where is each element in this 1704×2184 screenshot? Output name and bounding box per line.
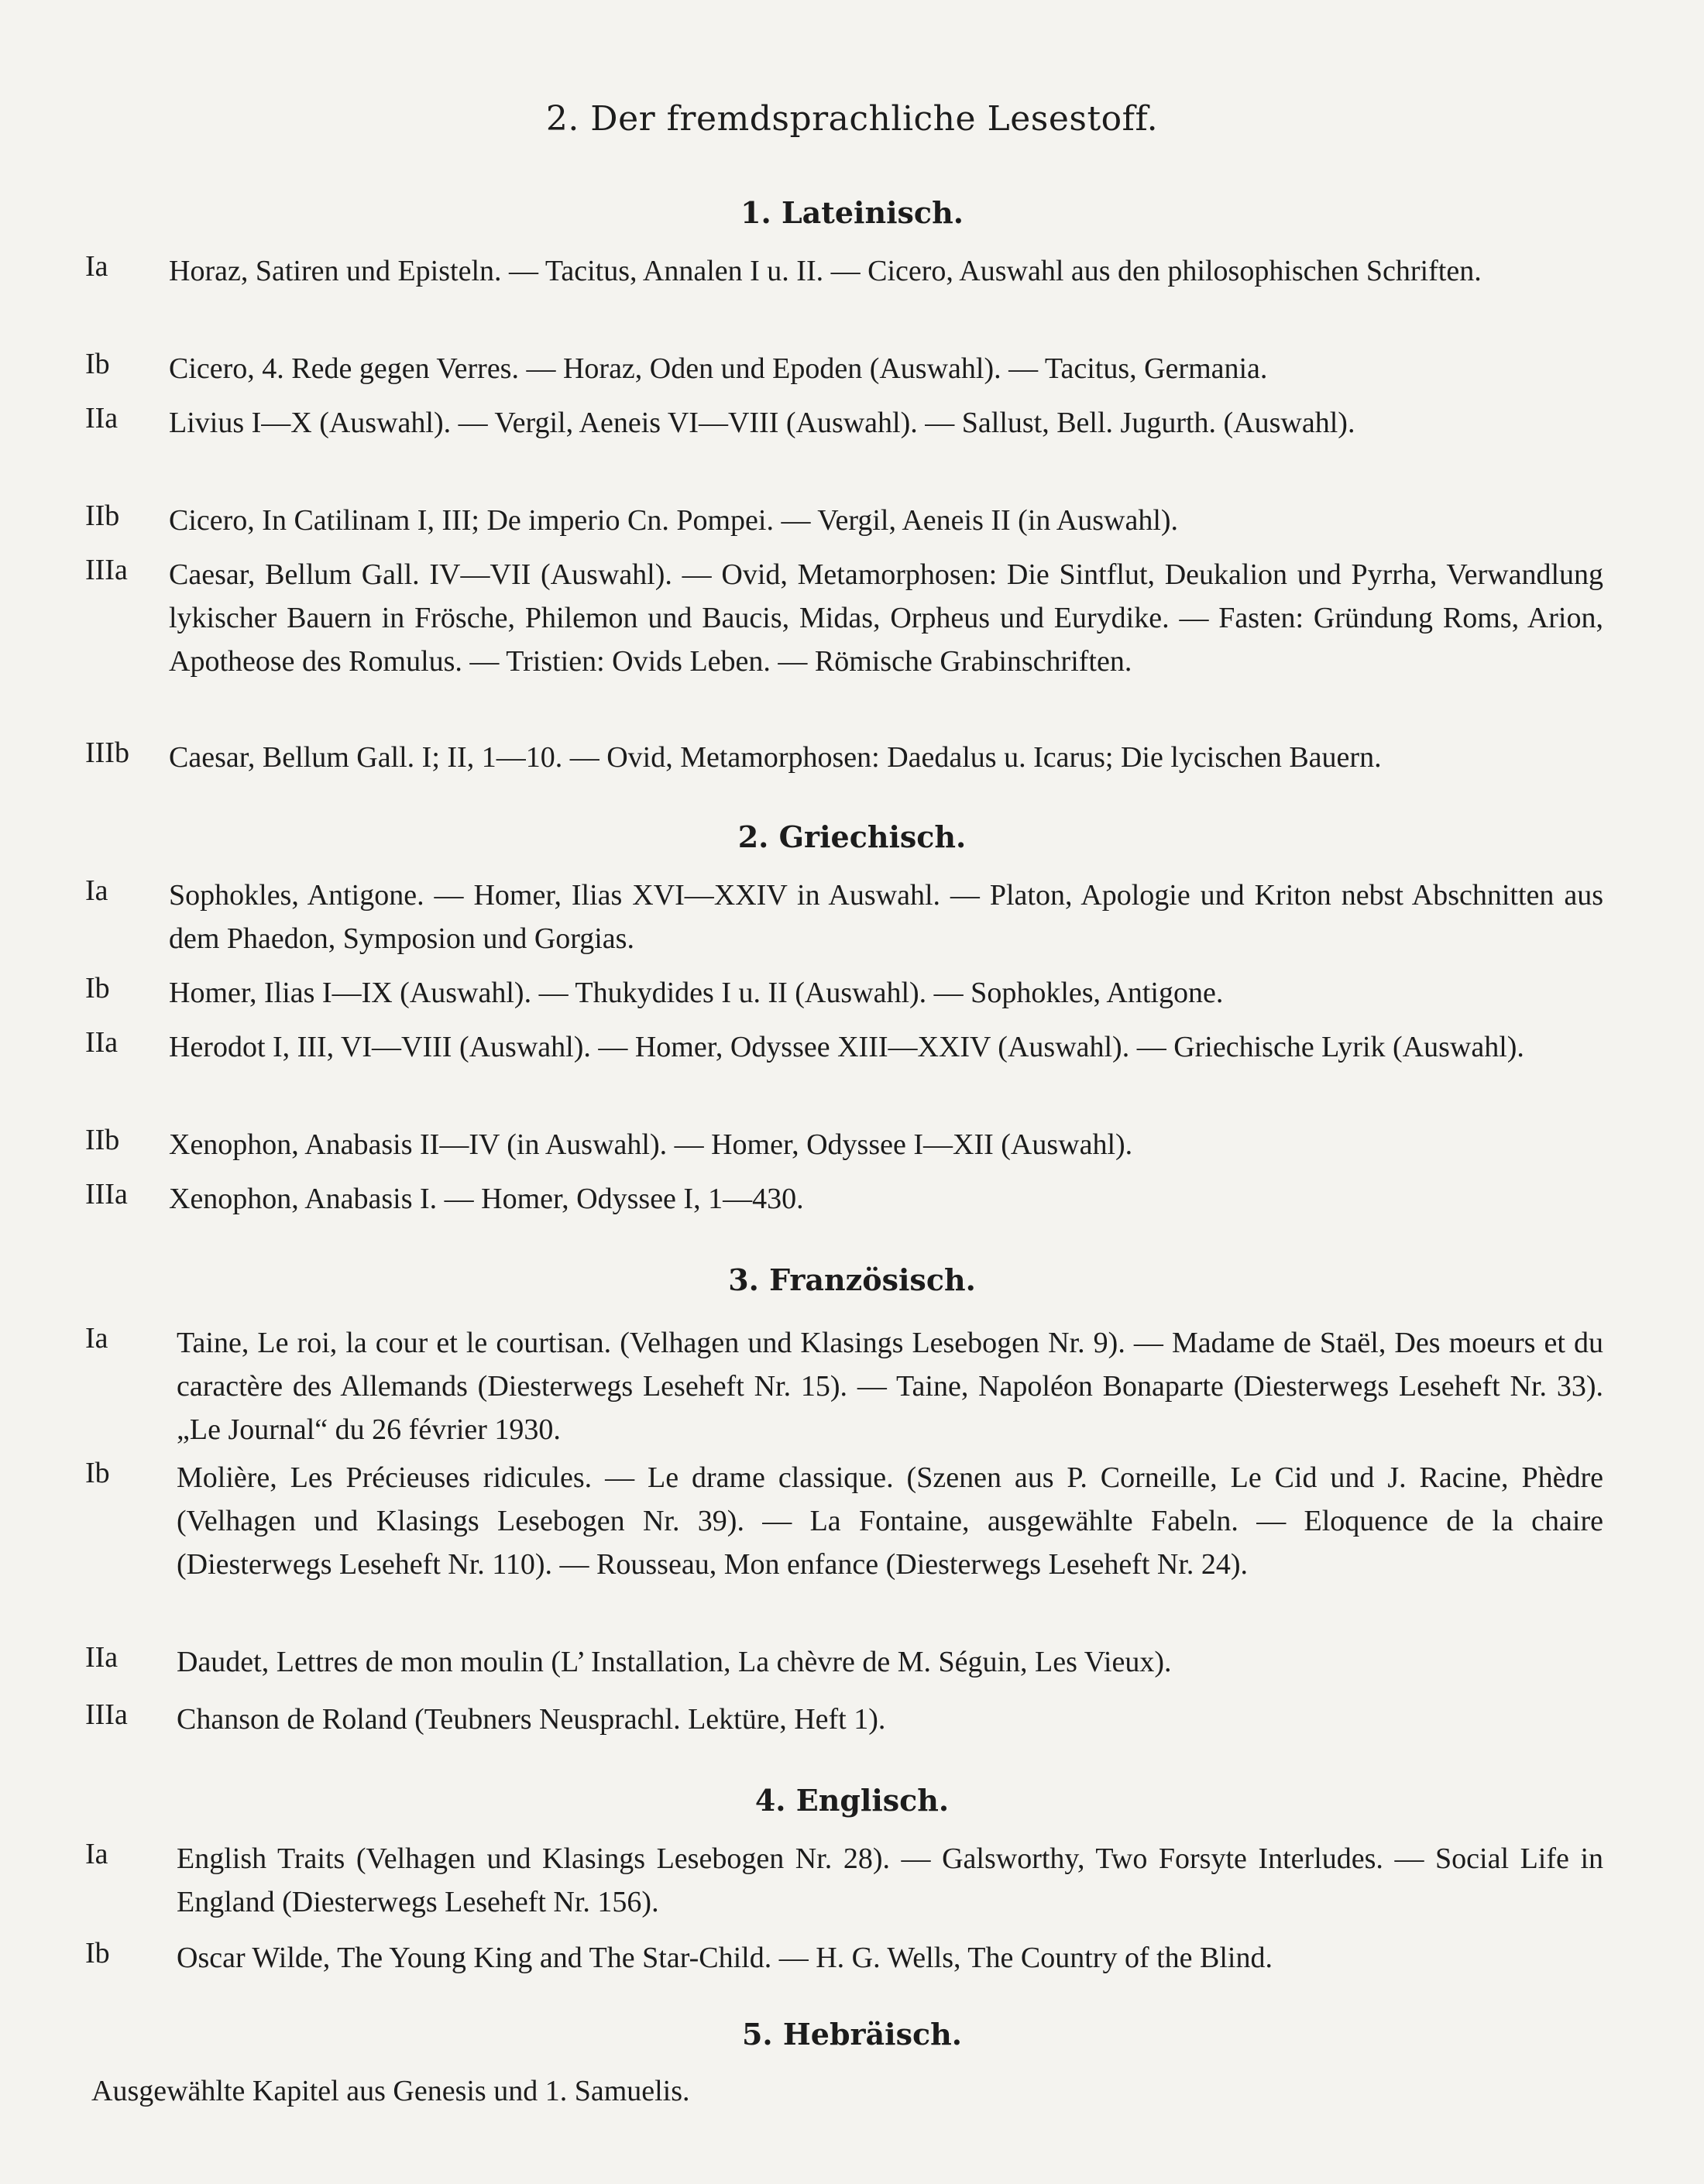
grade-label: IIIa <box>85 1698 128 1731</box>
section-heading-latin: 1. Lateinisch. <box>740 195 964 230</box>
reading-list-text: Cicero, In Catilinam I, III; De imperio Cn. Pompei. — Vergil, Aeneis II (in Auswahl). <box>169 504 1179 537</box>
reading-list-text: Xenophon, Anabasis I. — Homer, Odyssee I, 1—430. <box>169 1183 804 1215</box>
grade-label: Ib <box>85 348 110 380</box>
grade-label: IIb <box>85 500 120 532</box>
grade-label: Ia <box>85 874 108 907</box>
grade-label: IIIa <box>85 554 128 586</box>
grade-label: IIa <box>85 402 119 434</box>
section-heading-french: 3. Französisch. <box>728 1262 976 1297</box>
reading-list-text: Livius I—X (Auswahl). — Vergil, Aeneis VI—VIII (Auswahl). — Sallust, Bell. Jugurth. (Auswahl). <box>169 407 1355 439</box>
reading-list-text: Xenophon, Anabasis II—IV (in Auswahl). — Homer, Odyssee I—XII (Auswahl). <box>169 1128 1133 1161</box>
grade-label: Ib <box>85 1937 110 1969</box>
reading-list-text: Caesar, Bellum Gall. IV—VII (Auswahl). — Ovid, Metamorphosen: Die Sintflut, Deukalion und Pyrrha, Verwandlung lykischer Bauern in Frösche, Philemon und Baucis, Midas, Orpheus und Eurydike. — Fasten: Gründung Roms, Arion, Apotheose des Romulus. — Tristien: Ovids Leben. — Römische Grabinschriften. <box>169 558 1603 678</box>
grade-label: IIIb <box>85 737 129 769</box>
reading-list-text: Chanson de Roland (Teubners Neusprachl. Lektüre, Heft 1). <box>177 1703 886 1736</box>
grade-label: Ib <box>85 1457 110 1489</box>
grade-label: Ia <box>85 250 108 283</box>
hebrew-reading-text: Ausgewählte Kapitel aus Genesis und 1. Samuelis. <box>91 2075 690 2107</box>
grade-label: IIIa <box>85 1178 128 1210</box>
grade-label: IIa <box>85 1641 119 1674</box>
reading-list-text: Horaz, Satiren und Episteln. — Tacitus, Annalen I u. II. — Cicero, Auswahl aus den philosophischen Schriften. <box>169 255 1482 287</box>
reading-list-text: Molière, Les Précieuses ridicules. — Le drame classique. (Szenen aus P. Corneille, Le Cid und J. Racine, Phèdre (Velhagen und Klasings Lesebogen Nr. 39). — La Fontaine, ausgewählte Fabeln. — Eloquence de la chaire (Diesterwegs Leseheft Nr. 110). — Rousseau, Mon enfance (Diesterwegs Leseheft Nr. 24). <box>177 1461 1603 1581</box>
page-title: 2. Der fremdsprachliche Lesestoff. <box>545 99 1159 139</box>
grade-label: Ib <box>85 972 110 1004</box>
reading-list-text: Daudet, Lettres de mon moulin (L’ Installation, La chèvre de M. Séguin, Les Vieux). <box>177 1646 1172 1678</box>
section-heading-hebrew: 5. Hebräisch. <box>741 2017 963 2052</box>
reading-list-text: Taine, Le roi, la cour et le courtisan. (Velhagen und Klasings Lesebogen Nr. 9). — Madame de Staël, Des moeurs et du caractère des Allemands (Diesterwegs Leseheft Nr. 15). — Taine, Napoléon Bonaparte (Diesterwegs Leseheft Nr. 33). „Le Journal“ du 26 février 1930. <box>177 1327 1603 1446</box>
grade-label: Ia <box>85 1322 108 1355</box>
section-heading-greek: 2. Griechisch. <box>737 819 967 854</box>
grade-label: IIa <box>85 1026 119 1059</box>
reading-list-text: Herodot I, III, VI—VIII (Auswahl). — Homer, Odyssee XIII—XXIV (Auswahl). — Griechische Lyrik (Auswahl). <box>169 1031 1524 1063</box>
grade-label: Ia <box>85 1838 108 1870</box>
reading-list-text: Caesar, Bellum Gall. I; II, 1—10. — Ovid, Metamorphosen: Daedalus u. Icarus; Die lycischen Bauern. <box>169 741 1382 774</box>
reading-list-text: English Traits (Velhagen und Klasings Lesebogen Nr. 28). — Galsworthy, Two Forsyte Interludes. — Social Life in England (Diesterwegs Leseheft Nr. 156). <box>177 1842 1603 1918</box>
section-heading-english: 4. Englisch. <box>754 1783 950 1818</box>
reading-list-text: Cicero, 4. Rede gegen Verres. — Horaz, Oden und Epoden (Auswahl). — Tacitus, Germania. <box>169 352 1268 385</box>
reading-list-text: Sophokles, Antigone. — Homer, Ilias XVI—XXIV in Auswahl. — Platon, Apologie und Kriton nebst Abschnitten aus dem Phaedon, Symposion und Gorgias. <box>169 879 1603 955</box>
reading-list-text: Oscar Wilde, The Young King and The Star-Child. — H. G. Wells, The Country of the Blind. <box>177 1942 1273 1974</box>
reading-list-text: Homer, Ilias I—IX (Auswahl). — Thukydides I u. II (Auswahl). — Sophokles, Antigone. <box>169 977 1224 1009</box>
grade-label: IIb <box>85 1124 120 1156</box>
